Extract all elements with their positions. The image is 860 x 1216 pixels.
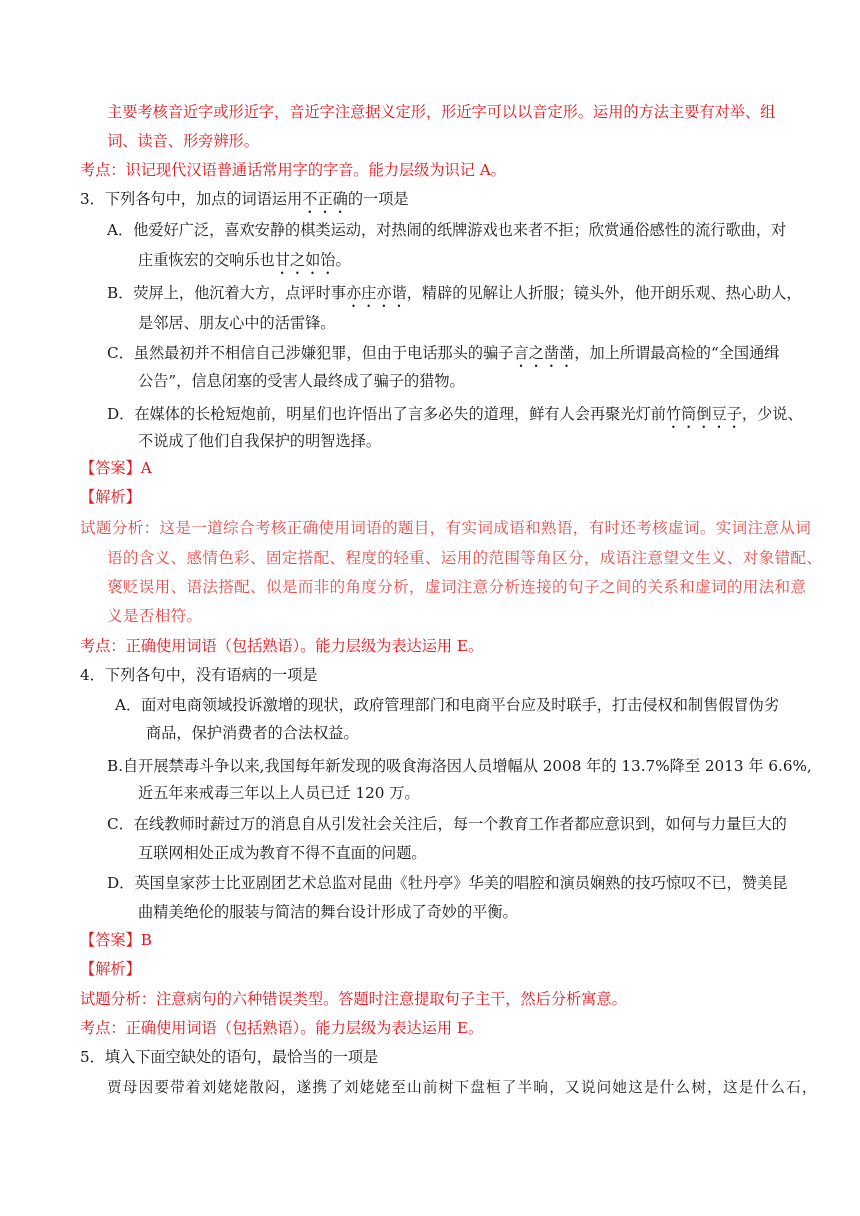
- q3-analysis-line-3: 褒贬误用、语法搭配、似是而非的角度分析，虚词注意分析连接的句子之间的关系和虚词的用法和意: [107, 578, 807, 596]
- q3-option-a-line-2: [138, 250, 351, 278]
- q4-option-a-line-1: A．面对电商领域投诉激增的现状，政府管理部门和电商平台应及时联手，打击侵权和制售假冒伪劣: [115, 696, 780, 714]
- q2-analysis-line-1: 主要考核音近字或形近字，音近字注意据义定形，形近字可以以音定形。运用的方法主要有对举、组: [107, 103, 776, 121]
- q4-option-d-line-1: D．英国皇家莎士比亚剧团艺术总监对昆曲《牡丹亭》华美的唱腔和演员娴熟的技巧惊叹不已，赞美昆: [107, 874, 788, 892]
- q4-jiexi-label: 【解析】: [80, 960, 141, 978]
- q4-option-c-line-1: C．在线教师时薪过万的消息自从引发社会关注后，每一个教育工作者都应意识到，如何与力量巨大的: [107, 815, 787, 833]
- q4-answer: 【答案】B: [80, 931, 152, 949]
- q4-option-b-line-1: B.自开展禁毒斗争以来,我国每年新发现的吸食海洛因人员增幅从 2008 年的 13.7%降至 2013 年 6.6%,: [107, 757, 812, 775]
- q3-option-c-line-2: 公告”，信息闭塞的受害人最终成了骗子的猎物。: [138, 372, 465, 390]
- q3-analysis-line-2: 语的含义、感情色彩、固定搭配、程度的轻重、运用的范围等角区分，成语注意望文生义、对象错配、: [107, 549, 823, 567]
- q3-option-b-line-1: [107, 283, 802, 311]
- q5-passage-line-1: 贾母因要带着刘姥姥散闷，遂携了刘姥姥至山前树下盘桓了半晌，又说问她这是什么树，这是什么石，: [107, 1079, 818, 1096]
- q3-c1-dotted: 言之凿凿: [513, 344, 575, 362]
- q3-option-b-line-2: 是邻居、朋友心中的活雷锋。: [138, 314, 336, 332]
- q4-option-a-line-2: 商品，保护消费者的合法权益。: [146, 724, 359, 742]
- q3-c1-post: ，加上所谓最高检的“全国通缉: [574, 344, 780, 362]
- q3-d1-pre: D．在媒体的长枪短炮前，明星们也许悟出了言多必失的道理，鲜有人会再聚光灯前: [107, 405, 666, 423]
- q3-option-a-line-1: A．他爱好广泛，喜欢安静的棋类运动，对热闹的纸牌游戏也来者不拒；欣赏通俗感性的流行歌曲，对: [107, 221, 787, 239]
- q3-analysis-line-4: 义是否相符。: [107, 607, 203, 625]
- q3-a2-post: 。: [335, 251, 351, 269]
- q2-analysis-line-2: 词、读音、形旁辨形。: [107, 132, 259, 150]
- q3-d1-dotted: 竹筒倒豆子: [665, 405, 742, 423]
- q3-a2-dotted: 甘之如饴: [274, 251, 336, 269]
- q3-d1-post: ，少说、: [741, 405, 803, 423]
- q3-stem-post: 的一项是: [347, 190, 409, 208]
- q4-option-b-line-2: 近五年来戒毒三年以上人员已迁 120 万。: [138, 784, 420, 802]
- q3-b1-dotted: 亦庄亦谐: [345, 284, 407, 302]
- q2-kaodian: 考点：识记现代汉语普通话常用字的字音。能力层级为识记 A。: [80, 161, 506, 179]
- q3-b1-post: ，精辟的见解让人折服；镜头外，他开朗乐观、热心助人，: [406, 284, 802, 302]
- q3-option-d-line-1: [107, 404, 803, 432]
- q3-answer: 【答案】A: [80, 459, 152, 477]
- q3-c1-pre: C．虽然最初并不相信自己涉嫌犯罪，但由于电话那头的骗子: [107, 344, 514, 362]
- q3-kaodian: 考点：正确使用词语（包括熟语）。能力层级为表达运用 E。: [80, 637, 484, 655]
- q3-stem: [80, 189, 409, 217]
- q3-analysis-line-1: 试题分析：这是一道综合考核正确使用词语的题目，有实词成语和熟语，有时还考核虚词。实词注意从词: [80, 519, 812, 537]
- q3-option-c-line-1: [107, 343, 779, 371]
- q4-option-c-line-2: 互联网相处正成为教育不得不直面的问题。: [138, 844, 427, 862]
- q4-option-d-line-2: 曲精美绝伦的服装与简洁的舞台设计形成了奇妙的平衡。: [138, 903, 518, 921]
- q4-kaodian: 考点：正确使用词语（包括熟语）。能力层级为表达运用 E。: [80, 1019, 484, 1037]
- q3-b1-pre: B．荧屏上，他沉着大方，点评时事: [107, 284, 346, 302]
- q4-analysis: 试题分析：注意病句的六种错误类型。答题时注意提取句子主干，然后分析寓意。: [80, 990, 627, 1008]
- q3-stem-emphasis: 不正确: [302, 190, 348, 208]
- q3-option-d-line-2: 不说成了他们自我保护的明智选择。: [138, 432, 381, 450]
- q4-stem: 4．下列各句中，没有语病的一项是: [80, 666, 318, 684]
- q3-jiexi-label: 【解析】: [80, 488, 141, 506]
- q3-stem-pre: 3．下列各句中，加点的词语运用: [80, 190, 303, 208]
- q3-a2-pre: 庄重恢宏的交响乐也: [138, 251, 275, 269]
- q5-stem: 5．填入下面空缺处的语句，最恰当的一项是: [80, 1048, 379, 1066]
